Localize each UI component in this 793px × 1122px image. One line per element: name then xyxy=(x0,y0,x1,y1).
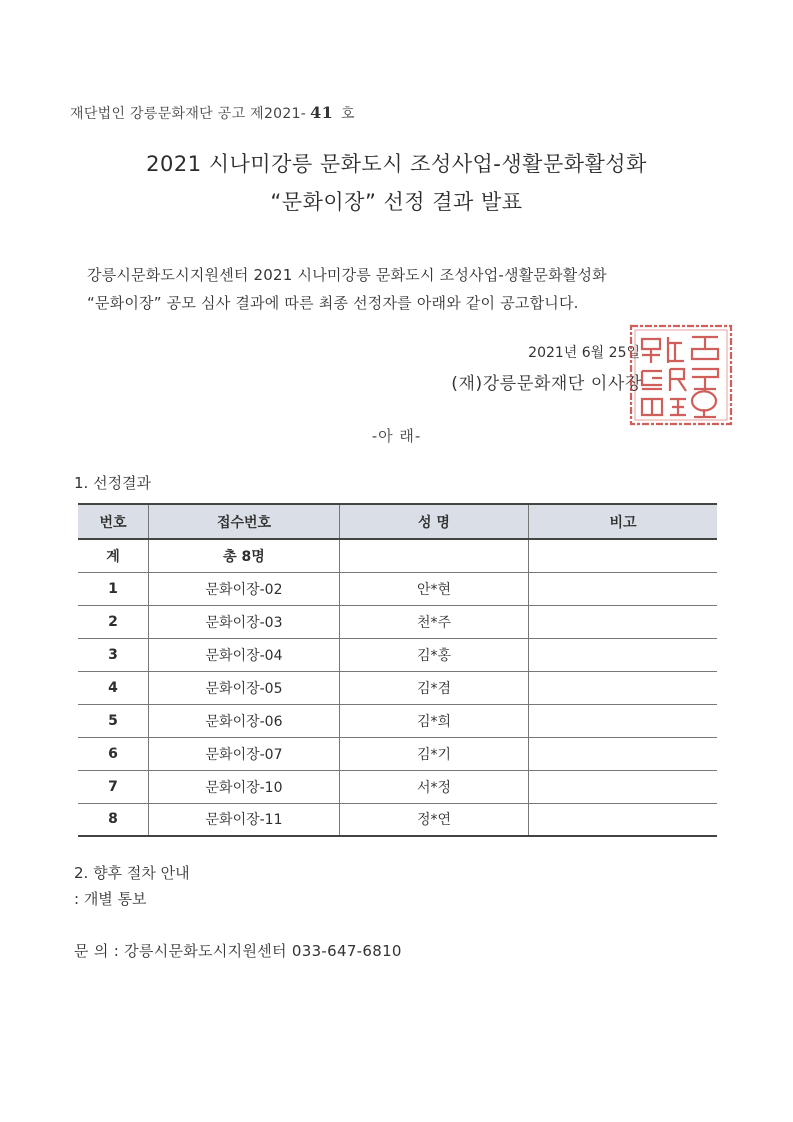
selection-result-table xyxy=(78,503,717,837)
official-seal-icon xyxy=(628,323,734,427)
total-note xyxy=(529,539,718,572)
row-no: 8 xyxy=(78,803,149,836)
column-header-name: 성 명 xyxy=(340,504,529,539)
row-name: 김*홍 xyxy=(340,638,529,671)
column-header-no: 번호 xyxy=(78,504,149,539)
row-receipt: 문화이장-06 xyxy=(149,704,340,737)
row-receipt: 문화이장-07 xyxy=(149,737,340,770)
row-receipt: 문화이장-04 xyxy=(149,638,340,671)
table-row xyxy=(78,737,717,770)
table-row xyxy=(78,671,717,704)
section2-heading: 2. 향후 절차 안내 xyxy=(74,864,190,882)
row-no: 4 xyxy=(78,671,149,704)
row-no: 5 xyxy=(78,704,149,737)
below-label: -아 래- xyxy=(371,427,422,445)
row-note xyxy=(529,605,718,638)
row-note xyxy=(529,638,718,671)
row-note xyxy=(529,737,718,770)
row-note xyxy=(529,671,718,704)
page-title-line2: “문화이장” 선정 결과 발표 xyxy=(270,190,523,214)
row-receipt: 문화이장-10 xyxy=(149,770,340,803)
row-name: 정*연 xyxy=(340,803,529,836)
total-label: 계 xyxy=(78,539,149,572)
table-row xyxy=(78,605,717,638)
row-name: 서*정 xyxy=(340,770,529,803)
section2-detail: : 개별 통보 xyxy=(74,890,147,908)
row-no: 6 xyxy=(78,737,149,770)
intro-line1: 강릉시문화도시지원센터 2021 시나미강릉 문화도시 조성사업-생활문화활성화 xyxy=(87,266,607,284)
notice-suffix: 호 xyxy=(341,106,355,122)
row-name: 김*희 xyxy=(340,704,529,737)
column-header-receipt: 접수번호 xyxy=(149,504,340,539)
notice-handwritten-number: 41 xyxy=(310,103,334,122)
table-row xyxy=(78,803,717,836)
row-no: 3 xyxy=(78,638,149,671)
row-receipt: 문화이장-03 xyxy=(149,605,340,638)
total-count: 총 8명 xyxy=(149,539,340,572)
row-no: 2 xyxy=(78,605,149,638)
table-total-row xyxy=(78,539,717,572)
total-name xyxy=(340,539,529,572)
announcement-date: 2021년 6월 25일 xyxy=(528,345,640,361)
table-row xyxy=(78,704,717,737)
table-row xyxy=(78,572,717,605)
row-no: 1 xyxy=(78,572,149,605)
contact-info: 문 의 : 강릉시문화도시지원센터 033-647-6810 xyxy=(74,942,402,960)
issuer: (재)강릉문화재단 이사장 xyxy=(451,374,642,394)
intro-line2: “문화이장” 공모 심사 결과에 따른 최종 선정자를 아래와 같이 공고합니다. xyxy=(87,294,579,312)
notice-prefix: 재단법인 강릉문화재단 공고 제2021- xyxy=(70,106,307,122)
row-name: 김*겸 xyxy=(340,671,529,704)
table-row xyxy=(78,638,717,671)
row-no: 7 xyxy=(78,770,149,803)
row-receipt: 문화이장-05 xyxy=(149,671,340,704)
page-title-line1: 2021 시나미강릉 문화도시 조성사업-생활문화활성화 xyxy=(146,152,647,176)
notice-number xyxy=(70,103,355,123)
table-header-row xyxy=(78,504,717,539)
row-note xyxy=(529,572,718,605)
row-receipt: 문화이장-11 xyxy=(149,803,340,836)
row-note xyxy=(529,770,718,803)
section1-heading: 1. 선정결과 xyxy=(74,474,152,492)
table-row xyxy=(78,770,717,803)
row-name: 안*현 xyxy=(340,572,529,605)
row-note xyxy=(529,803,718,836)
row-note xyxy=(529,704,718,737)
row-receipt: 문화이장-02 xyxy=(149,572,340,605)
row-name: 천*주 xyxy=(340,605,529,638)
column-header-note: 비고 xyxy=(529,504,718,539)
row-name: 김*기 xyxy=(340,737,529,770)
